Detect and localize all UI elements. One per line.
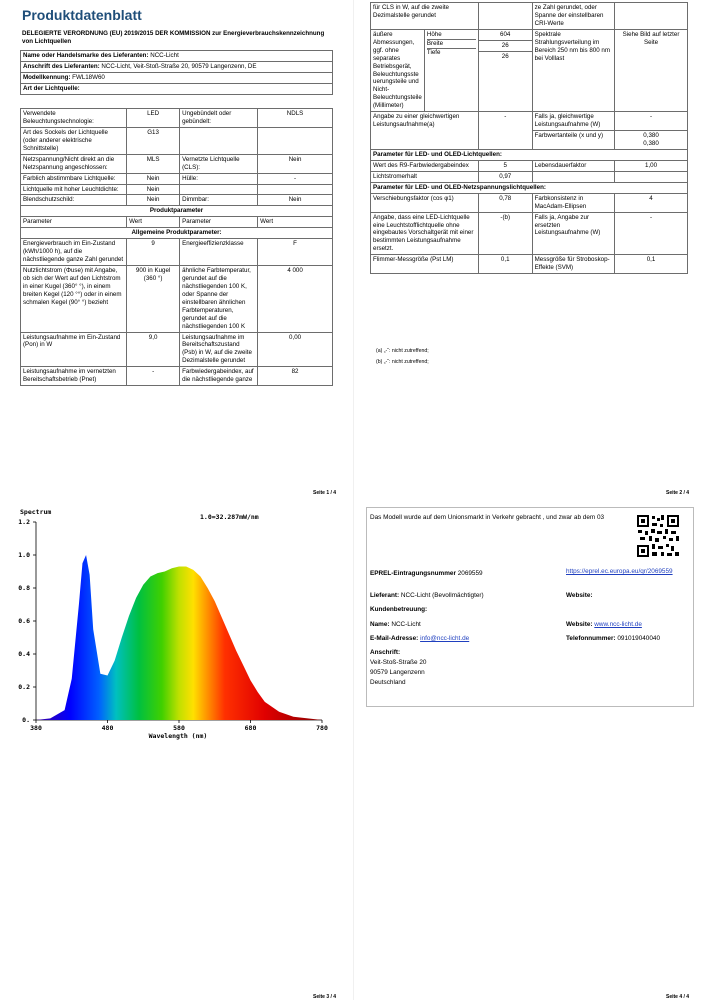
supplier-value: NCC-Licht (Bevollmächtigter) [400, 592, 484, 599]
eprel-value: 2069559 [457, 570, 483, 577]
address-label: Anschrift: [370, 649, 401, 656]
x-tick-label: 480 [101, 724, 114, 732]
table-row: Lichtstromerhalt 0,97 [371, 171, 688, 182]
led-parameters-heading: Parameter für LED- und OLED-Lichtquellen: [371, 149, 688, 160]
chart-annotation: 1.0=32.287mW/nm [200, 513, 259, 521]
x-tick-label: 580 [173, 724, 185, 732]
name-value: NCC-Licht [391, 621, 421, 628]
page-divider [353, 0, 354, 1000]
y-tick-label: 0. [22, 716, 30, 725]
address-line: 90579 Langenzenn [370, 669, 425, 676]
column-headers: Parameter Wert Parameter Wert [21, 217, 333, 228]
product-parameters-heading: Produktparameter [21, 206, 333, 217]
regulation-text: DELEGIERTE VERORDNUNG (EU) 2019/2015 DER KOMMISSION zur Energieverbrauchskennzeichnung von Lichtquellen [22, 30, 325, 45]
page-footer: Seite 1 / 4 [313, 490, 337, 496]
table-row: Leistungsaufnahme im Ein-Zustand (Pon) in W 9,0 Leistungsaufnahme im Bereitschaftszustand (Psb) in W, auf die zweite Dezimalstelle gerundet 0,00 [21, 332, 333, 367]
website-link[interactable]: www.ncc-licht.de [594, 621, 642, 628]
table-row: Lichtquelle mit hoher Leuchtdichte: Nein [21, 184, 333, 195]
light-source-type-table [20, 108, 333, 386]
page-3 [0, 500, 353, 1000]
dimensions-row: äußere Abmessungen, ggf. ohne separates Betriebsgerät, Beleuchtungssteuerungsteile und Nicht-Beleuchtungsteile (Millimeter) Höhe Breite Tiefe 604 26 26 Spektrale Strahlungsverteilung im Bereich 250 nm bis 800 nm bei Volllast Siehe Bild auf letzter Seite [371, 29, 688, 111]
email-link[interactable]: info@ncc-licht.de [420, 635, 470, 642]
light-source-type-row: Art der Lichtquelle: [21, 83, 333, 94]
y-tick-label: 1.0 [18, 551, 30, 560]
page-footer: Seite 3 / 4 [313, 994, 337, 1000]
table-row: Farbwertanteile (x und y) 0,380 0,380 [371, 131, 688, 150]
supplier-label: Lieferant: [370, 592, 400, 599]
footnote-b: (b) „-“: nicht zutreffend; [376, 359, 429, 365]
supplier-name-row: Name oder Handelsmarke des Lieferanten: NCC-Licht [21, 51, 333, 62]
x-tick-label: 380 [30, 724, 42, 732]
y-tick-label: 1.2 [18, 518, 30, 527]
eprel-link[interactable]: https://eprel.ec.europa.eu/qr/2069559 [566, 568, 673, 575]
table-row: Nutzlichtstrom (Φuse) mit Angabe, ob sich der Wert auf den Lichtstrom in einer Kugel (360° °), in einem breiten Kegel (120 °°) oder in einem schmalen Kegel (90° °) bezieht 900 in Kugel (360 °) ähnliche Farbtemperatur, gerundet auf die nächstliegenden 100 K, oder Spanne der einstellbaren ähnlichen Farbtemperaturen, gerundet auf die nächstliegenden 100 K 4 000 [21, 266, 333, 333]
y-tick-label: 0.2 [18, 683, 30, 692]
x-axis-label: Wavelength (nm) [148, 732, 208, 740]
page-2 [354, 0, 707, 498]
spectrum-chart [0, 500, 353, 750]
phone-label: Telefonnummer: [566, 635, 616, 642]
table-row: Verwendete Beleuchtungstechnologie: LED Ungebündelt oder gebündelt: NDLS [21, 109, 333, 128]
chromaticity-x: 0,380 [643, 132, 659, 140]
continued-parameter-table [370, 2, 688, 274]
name-label: Name: [370, 621, 390, 628]
depth-value: 26 [501, 52, 509, 60]
chart-title: Spectrum [20, 508, 52, 516]
table-row: Netzspannung/Nicht direkt an die Netzspannung angeschlossen: MLS Vernetzte Lichtquelle (CLS): Nein [21, 154, 333, 173]
y-tick-label: 0.6 [18, 617, 30, 626]
table-row: Flimmer-Messgröße (Pst LM) 0,1 Messgröße für Stroboskop-Effekte (SVM) 0,1 [371, 255, 688, 274]
website-label: Website: [566, 592, 593, 599]
address-line: Veit-Stoß-Straße 20 [370, 659, 427, 666]
table-row: Art des Sockels der Lichtquelle (oder anderer elektrische Schnittstelle) G13 [21, 127, 333, 154]
page-footer: Seite 2 / 4 [666, 490, 690, 496]
market-intro: Das Modell wurde auf dem Unionsmarkt in Verkehr gebracht , und zwar ab dem 03 [370, 514, 605, 521]
email-label: E-Mail-Adresse: [370, 635, 419, 642]
footnote-a: (a) „-“: nicht zutreffend; [376, 348, 429, 354]
page-footer: Seite 4 / 4 [666, 994, 690, 1000]
y-tick-label: 0.8 [18, 584, 30, 593]
model-id-row: Modellkennung: FWL18W60 [21, 72, 333, 83]
width-value: 26 [479, 41, 532, 52]
table-row: Angabe, dass eine LED-Lichtquelle eine Leuchtstofflichtquelle ohne eingebautes Vorschaltgerät mit einer bestimmten Leistungsaufnahme ersetzt. -(b) Falls ja, Angabe zur ersetzten Leistungsaufnahme (W) - [371, 212, 688, 255]
page-title: Produktdatenblatt [22, 7, 142, 23]
customer-service-label: Kundenbetreuung: [370, 606, 428, 613]
phone-value: 091019040040 [617, 635, 661, 642]
mains-parameters-heading: Parameter für LED- und OLED-Netzspannungslichtquellen: [371, 182, 688, 193]
table-row: Leistungsaufnahme im vernetzten Bereitschaftsbetrieb (Pnet) - Farbwiedergabeindex, auf die nächstliegende ganze 82 [21, 367, 333, 386]
qr-code-icon[interactable] [636, 514, 680, 558]
table-row: Farblich abstimmbare Lichtquelle: Nein Hülle: - [21, 173, 333, 184]
spectrum-area [36, 555, 322, 720]
chromaticity-y: 0,380 [643, 140, 659, 147]
supplier-address-row: Anschrift des Lieferanten: NCC-Licht, Veit-Stoß-Straße 20, 90579 Langenzenn, DE [21, 61, 333, 72]
table-row: Energieverbrauch im Ein-Zustand (kWh/1000 h), auf die nächstliegende ganze Zahl gerundet 9 Energieeffizienzklasse F [21, 239, 333, 266]
table-row: Verschiebungsfaktor (cos φ1) 0,78 Farbkonsistenz in MacAdam-Ellipsen 4 [371, 193, 688, 212]
y-tick-label: 0.4 [18, 650, 30, 659]
dimensions-label: äußere Abmessungen, ggf. ohne separates Betriebsgerät, Beleuchtungssteuerungsteile und Nicht-Beleuchtungsteile (Millimeter) [371, 30, 424, 111]
general-parameters-heading: Allgemeine Produktparameter: [21, 228, 333, 239]
website2-label: Website: [566, 621, 593, 628]
table-row: Wert des R9-Farbwiedergabeindex 5 Lebensdauerfaktor 1,00 [371, 160, 688, 171]
table-row: Blendschutzschild: Nein Dimmbar: Nein [21, 195, 333, 206]
table-row: Angabe zu einer gleichwertigen Leistungsaufnahme(a) - Falls ja, gleichwertige Leistungsaufnahme (W) - [371, 112, 688, 131]
address-line: Deutschland [370, 679, 406, 686]
page-1 [0, 0, 353, 498]
table-row: für CLS in W, auf die zweite Dezimalstelle gerundet ze Zahl gerundet, oder Spanne der einstellbaren CRI-Werte [371, 3, 688, 30]
supplier-table [20, 50, 333, 95]
x-tick-label: 680 [244, 724, 257, 732]
eprel-label: EPREL-Eintragungsnummer [370, 570, 456, 577]
x-tick-label: 780 [316, 724, 328, 732]
height-value: 604 [479, 30, 532, 41]
